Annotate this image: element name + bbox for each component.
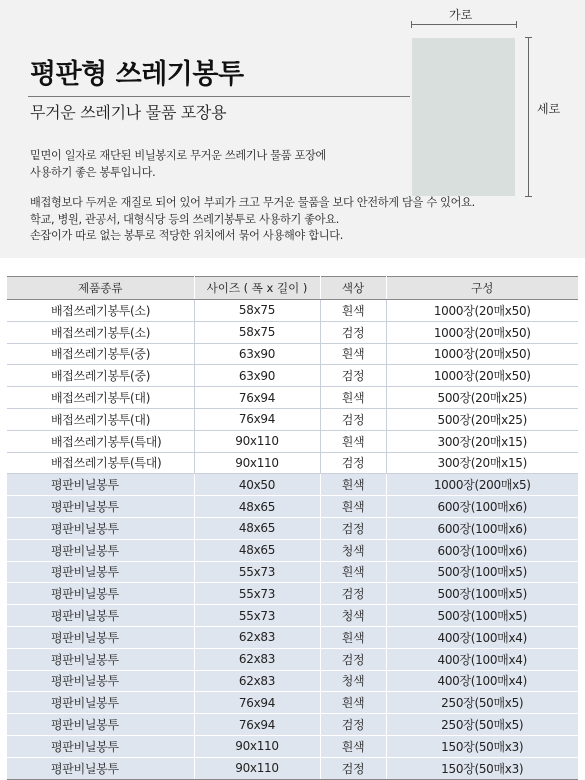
height-dimension-line [528,37,529,197]
cell-size: 58x75 [194,321,320,343]
cell-size: 55x73 [194,583,320,605]
cell-config: 150장(50매x3) [386,757,578,779]
cell-product-name: 평판비닐봉투 [7,496,194,518]
description-line: 손잡이가 따로 없는 봉투로 적당한 위치에서 묶어 사용해야 합니다. [30,229,343,242]
cell-size: 76x94 [194,692,320,714]
table-row [7,757,578,779]
table-row [7,539,578,561]
cell-product-name: 평판비닐봉투 [7,648,194,670]
table-row [7,583,578,605]
cell-config: 1000장(20매x50) [386,321,578,343]
table-row [7,387,578,409]
description-line: 학교, 병원, 관공서, 대형식당 등의 쓰레기봉투로 사용하기 좋아요. [30,212,340,226]
table-header-row [7,277,578,300]
cell-config: 600장(100매x6) [386,539,578,561]
cell-size: 55x73 [194,605,320,627]
cell-product-name: 배접쓰레기봉투(대) [7,387,194,409]
description-line: 밑면이 일자로 재단된 비닐봉지로 무거운 쓰레기나 물품 포장에 [30,149,326,162]
cell-size: 76x94 [194,408,320,430]
cell-product-name: 배접쓰레기봉투(중) [7,365,194,387]
cell-size: 90x110 [194,735,320,757]
table-row [7,670,578,692]
cell-size: 58x75 [194,300,320,322]
cell-product-name: 평판비닐봉투 [7,714,194,736]
cell-product-name: 평판비닐봉투 [7,757,194,779]
cell-size: 48x65 [194,517,320,539]
cell-color: 검정 [320,408,386,430]
cell-config: 500장(100매x5) [386,605,578,627]
column-header-size: 사이즈 ( 폭 x 길이 ) [194,277,320,300]
cell-color: 흰색 [320,300,386,322]
product-spec-table [7,276,578,780]
cell-size: 90x110 [194,452,320,474]
cell-color: 청색 [320,539,386,561]
cell-color: 흰색 [320,626,386,648]
cell-color: 검정 [320,583,386,605]
cell-size: 62x83 [194,626,320,648]
cell-color: 검정 [320,365,386,387]
cell-product-name: 배접쓰레기봉투(중) [7,343,194,365]
cell-config: 600장(100매x6) [386,496,578,518]
cell-product-name: 배접쓰레기봉투(소) [7,300,194,322]
table-row [7,452,578,474]
description-block-2 [30,195,475,245]
cell-size: 90x110 [194,430,320,452]
intro-panel [0,0,585,258]
cell-product-name: 배접쓰레기봉투(대) [7,408,194,430]
table-row [7,735,578,757]
cell-color: 흰색 [320,343,386,365]
cell-color: 흰색 [320,474,386,496]
cell-size: 63x90 [194,365,320,387]
cell-product-name: 평판비닐봉투 [7,670,194,692]
cell-product-name: 배접쓰레기봉투(특대) [7,430,194,452]
cell-config: 1000장(200매x5) [386,474,578,496]
cell-color: 검정 [320,714,386,736]
cell-product-name: 평판비닐봉투 [7,692,194,714]
height-label: 세로 [537,102,561,116]
cell-size: 48x65 [194,496,320,518]
cell-size: 63x90 [194,343,320,365]
table-row [7,365,578,387]
cell-product-name: 평판비닐봉투 [7,561,194,583]
cell-size: 62x83 [194,670,320,692]
cell-config: 300장(20매x15) [386,430,578,452]
cell-config: 300장(20매x15) [386,452,578,474]
table-row [7,605,578,627]
table-row [7,474,578,496]
cell-config: 400장(100매x4) [386,670,578,692]
column-header-config: 구성 [386,277,578,300]
cell-config: 250장(50매x5) [386,714,578,736]
cell-color: 청색 [320,605,386,627]
cell-product-name: 배접쓰레기봉투(소) [7,321,194,343]
cell-color: 흰색 [320,561,386,583]
table-row [7,496,578,518]
cell-config: 1000장(20매x50) [386,300,578,322]
cell-config: 1000장(20매x50) [386,365,578,387]
cell-config: 500장(100매x5) [386,583,578,605]
cell-config: 400장(100매x4) [386,648,578,670]
cell-product-name: 평판비닐봉투 [7,517,194,539]
table-row [7,343,578,365]
cell-config: 600장(100매x6) [386,517,578,539]
cell-product-name: 평판비닐봉투 [7,539,194,561]
cell-size: 90x110 [194,757,320,779]
table-row [7,714,578,736]
cell-color: 검정 [320,517,386,539]
table-row [7,321,578,343]
table-row [7,692,578,714]
cell-size: 76x94 [194,387,320,409]
cell-config: 1000장(20매x50) [386,343,578,365]
cell-config: 500장(20매x25) [386,408,578,430]
cell-color: 흰색 [320,387,386,409]
table-row [7,517,578,539]
cell-color: 청색 [320,670,386,692]
table-row [7,300,578,322]
cell-size: 55x73 [194,561,320,583]
cell-product-name: 평판비닐봉투 [7,583,194,605]
cell-product-name: 평판비닐봉투 [7,626,194,648]
cell-color: 검정 [320,321,386,343]
width-label: 가로 [446,6,475,23]
cell-config: 500장(100매x5) [386,561,578,583]
cell-config: 150장(50매x3) [386,735,578,757]
cell-color: 흰색 [320,496,386,518]
column-header-color: 색상 [320,277,386,300]
table-row [7,408,578,430]
page-title: 평판형 쓰레기봉투 [30,59,244,90]
description-line: 사용하기 좋은 봉투입니다. [30,165,156,179]
table-row [7,626,578,648]
cell-config: 400장(100매x4) [386,626,578,648]
cell-product-name: 평판비닐봉투 [7,605,194,627]
cell-config: 250장(50매x5) [386,692,578,714]
page-subtitle: 무거운 쓰레기나 물품 포장용 [30,103,227,122]
width-dimension-line [411,24,517,25]
cell-color: 흰색 [320,692,386,714]
cell-color: 검정 [320,648,386,670]
cell-product-name: 평판비닐봉투 [7,735,194,757]
table-row [7,430,578,452]
column-header-product: 제품종류 [7,277,194,300]
cell-color: 검정 [320,452,386,474]
cell-color: 검정 [320,757,386,779]
title-divider [28,96,410,97]
cell-product-name: 배접쓰레기봉투(특대) [7,452,194,474]
cell-size: 40x50 [194,474,320,496]
table-row [7,648,578,670]
cell-config: 500장(20매x25) [386,387,578,409]
cell-color: 흰색 [320,430,386,452]
description-line: 배접형보다 두꺼운 재질로 되어 있어 부피가 크고 무거운 물품을 보다 안전하게 담을 수 있어요. [30,196,475,209]
description-block-1 [30,148,326,181]
cell-size: 62x83 [194,648,320,670]
cell-size: 48x65 [194,539,320,561]
bag-illustration [412,38,515,196]
cell-product-name: 평판비닐봉투 [7,474,194,496]
table-row [7,561,578,583]
cell-color: 흰색 [320,735,386,757]
cell-size: 76x94 [194,714,320,736]
